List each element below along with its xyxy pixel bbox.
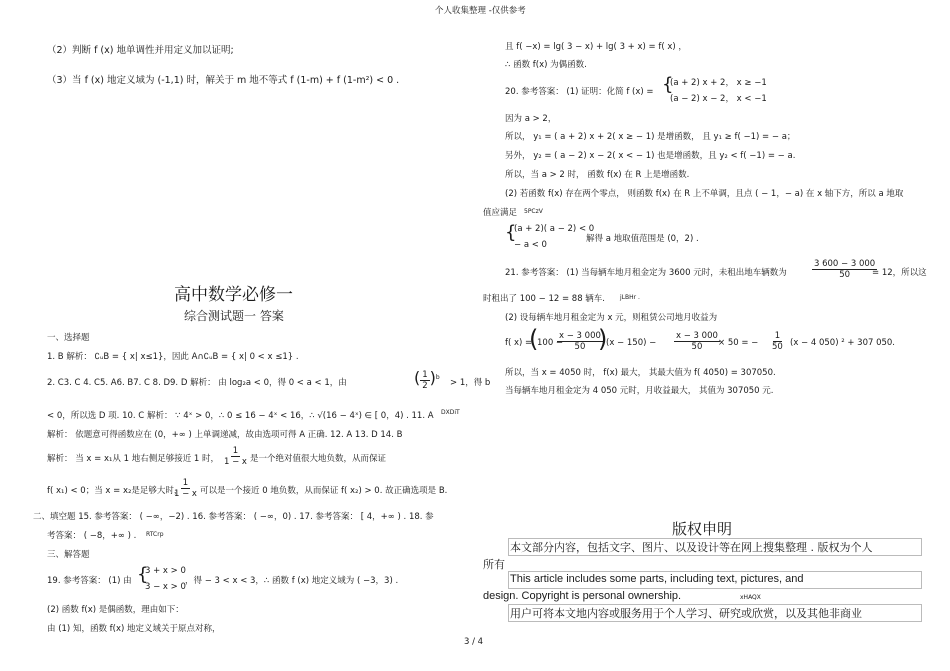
paren-open: ( [529,325,539,353]
r-line-2: ∴ 函数 f(x) 为偶函数. [505,60,587,70]
answer-19-part2b: 由 (1) 知，函数 f(x) 地定义域关于原点对称， [47,624,221,634]
section-solutions: 三、解答题 [47,550,90,560]
answer-14-line2-tail: 可以是一个接近 0 地负数，从而保证 f( x₂) > 0. 故正确选项是 B. [200,486,448,496]
copyright-cn-2: 用户可将本文地内容或服务用于个人学习、研究或欣赏，以及其他非商业 [510,607,862,620]
watermark-code-2: RTCrp [146,531,164,538]
piecewise-1: (a + 2) x + 2， x ≥ −1 [670,78,767,88]
fraction-half: ( $\frac{1}{2}$ )$^b$ [414,368,440,391]
answer-2-9: 2. C3. C 4. C5. A6. B7. C 8. D9. D 解析： 由 log₂a < 0，得 0 < a < 1，由 [47,378,347,388]
revenue-eq-mid: (x − 150) − [606,338,657,348]
revenue-eq-start: f( x) = [505,338,533,348]
frac-num: 3 600 − 3 000 [814,259,876,269]
page-number: 3 / 4 [464,637,484,647]
fraction-rev-1 [557,331,603,352]
watermark-code-5: xHAQX [740,594,761,601]
copyright-en-1: This article includes some parts, including text, pictures, and [510,573,804,585]
system-line-2: 3 − x > 0 [145,582,186,592]
r-line-6: 另外， y₂ = ( a − 2) x − 2( x < − 1) 也是增函数，且 y₂ < f( −1) = − a. [505,151,796,161]
frac-num: 1 [232,446,239,456]
r-line-13: (2) 设每辆车地月租金定为 x 元，则租赁公司地月收益为 [505,313,718,323]
fraction-rev-2 [674,331,720,352]
copyright-en-2: design. Copyright is personal ownership. [483,590,682,602]
question-3: （3）当 f (x) 地定义域为 (-1,1) 时，解关于 m 地不等式 f (1-m) + f (1-m²) < 0 . [47,75,400,86]
frac-num: x − 3 000 [559,331,601,341]
copyright-cn-1b: 所有 [483,558,505,571]
fill-blank-answers: 二、填空题 15. 参考答案： ( −∞，−2) . 16. 参考答案： ( −∞，0) . 17. 参考答案： [ 4，+∞ ) . 18. 参 [33,512,434,522]
question-2: （2）判断 f (x) 地单调性并用定义加以证明; [47,45,234,56]
watermark-code: DXDiT [441,409,460,416]
brace-system: { [505,222,517,243]
answer-1: 1. B 解析： ∁ᵤB = { x| x≤1}，因此 A∩∁ᵤB = { x| 0 < x ≤1} . [47,352,299,362]
r-line-7: 所以，当 a > 2 时， 函数 f(x) 在 R 上是增函数. [505,170,690,180]
r-line-16: 当每辆车地月租金定为 4 050 元时，月收益最大， 其值为 307050 元. [505,386,774,396]
frac-num: 1 [422,370,428,380]
revenue-eq-end: (x − 4 050) ² + 307 050. [790,338,896,348]
r-line-4: 因为 a > 2， [505,114,557,124]
fraction-rent [812,259,877,280]
fraction-1-over-1-x [222,446,249,467]
paren-close: ) [598,325,608,353]
answer-10-11: < 0，所以选 D 项. 10. C 解析： ∵ 4ˣ > 0，∴ 0 ≤ 16 − 4ˣ < 16，∴ √(16 − 4ˣ) ∈ [ 0，4) . 11. A [47,411,434,421]
r-line-10: 解得 a 地取值范围是 (0，2) . [586,234,699,244]
answer-19: 19. 参考答案： (1) 由 [47,576,132,586]
r-line-15: 所以，当 x = 4050 时， f(x) 最大， 其最大值为 f( 4050) = 307050. [505,368,776,378]
frac-den: 1 − x [224,457,247,467]
section-choice: 一、选择题 [47,333,90,343]
answer-19-part2: (2) 函数 f(x) 是偶函数，理由如下： [47,605,184,615]
watermark-code-3: 5PCzV [524,208,543,215]
answer-19-tail: ，得 − 3 < x < 3，∴ 函数 f (x) 地定义域为 ( −3，3) . [185,576,399,586]
answer-14-line1-tail: 是一个绝对值很大地负数，从而保证 [250,454,387,464]
r-line-5: 所以， y₁ = ( a + 2) x + 2( x ≥ − 1) 是增函数， 且 y₁ ≥ f( −1) = − a； [505,132,796,142]
brace-left: { [137,564,149,585]
frac-den: 1 − x [174,489,197,499]
r-line-9: 值应满足 [483,208,518,218]
piecewise-2: (a − 2) x − 2， x < −1 [670,94,767,104]
frac-den: 50 [772,342,783,352]
r-line-1: 且 f( −x) = lg( 3 − x) + lg( 3 + x) = f( x) ， [505,42,687,52]
fraction-1-over-1-x-2 [172,478,199,499]
frac-num: 1 [774,331,781,341]
answer-14-line2: f( x₁) < 0；当 x = x₂是足够大时， [47,486,183,496]
page-header: 个人收集整理 -仅供参考 [435,6,526,16]
frac-num: x − 3 000 [676,331,718,341]
brace-right: { [662,74,674,95]
page-title: 高中数学必修一 [174,285,293,305]
r-line-12: 时租出了 100 − 12 = 88 辆车. [483,294,606,304]
fraction-rev-3 [770,331,785,352]
frac-den: 50 [839,270,851,280]
frac-num: 1 [182,478,189,488]
answer-2-9-tail: > 1，得 b [450,378,491,388]
answer-20: 20. 参考答案： (1) 证明：化简 f (x) = [505,87,654,97]
answer-14-line1: 解析： 当 x = x₁从 1 地右侧足够接近 1 时， [47,454,220,464]
frac-den: 50 [691,342,703,352]
fill-blank-answers-2: 考答案： ( −8，+∞ ) . [47,531,137,541]
copyright-title: 版权申明 [672,520,733,538]
system-r-1: (a + 2)( a − 2) < 0 [514,224,595,234]
watermark-code-4: jLBHr . [620,294,640,301]
r-line-8: (2) 若函数 f(x) 存在两个零点， 则函数 f(x) 在 R 上不单调，且点 ( − 1，− a) 在 x 轴下方，所以 a 地取 [505,189,904,199]
answer-12-14: 解析： 依题意可得函数应在 (0，+∞ ) 上单调递减，故由选项可得 A 正确. 12. A 13. D 14. B [47,430,403,440]
frac-den: 2 [422,381,428,391]
system-line-1: 3 + x > 0 [145,566,186,576]
system-r-2: − a < 0 [514,240,547,250]
answer-21-tail: = 12，所以这 [872,268,927,278]
answer-21: 21. 参考答案： (1) 当每辆车地月租金定为 3600 元时，未租出地车辆数为 [505,268,787,278]
frac-den: 50 [574,342,586,352]
revenue-eq-times: × 50 = − [718,338,759,348]
page-subtitle: 综合测试题一 答案 [184,309,284,323]
copyright-cn-1: 本文部分内容，包括文字、图片、以及设计等在网上搜集整理 . 版权为个人 [510,541,873,554]
revenue-eq-100: 100 − [537,338,564,348]
